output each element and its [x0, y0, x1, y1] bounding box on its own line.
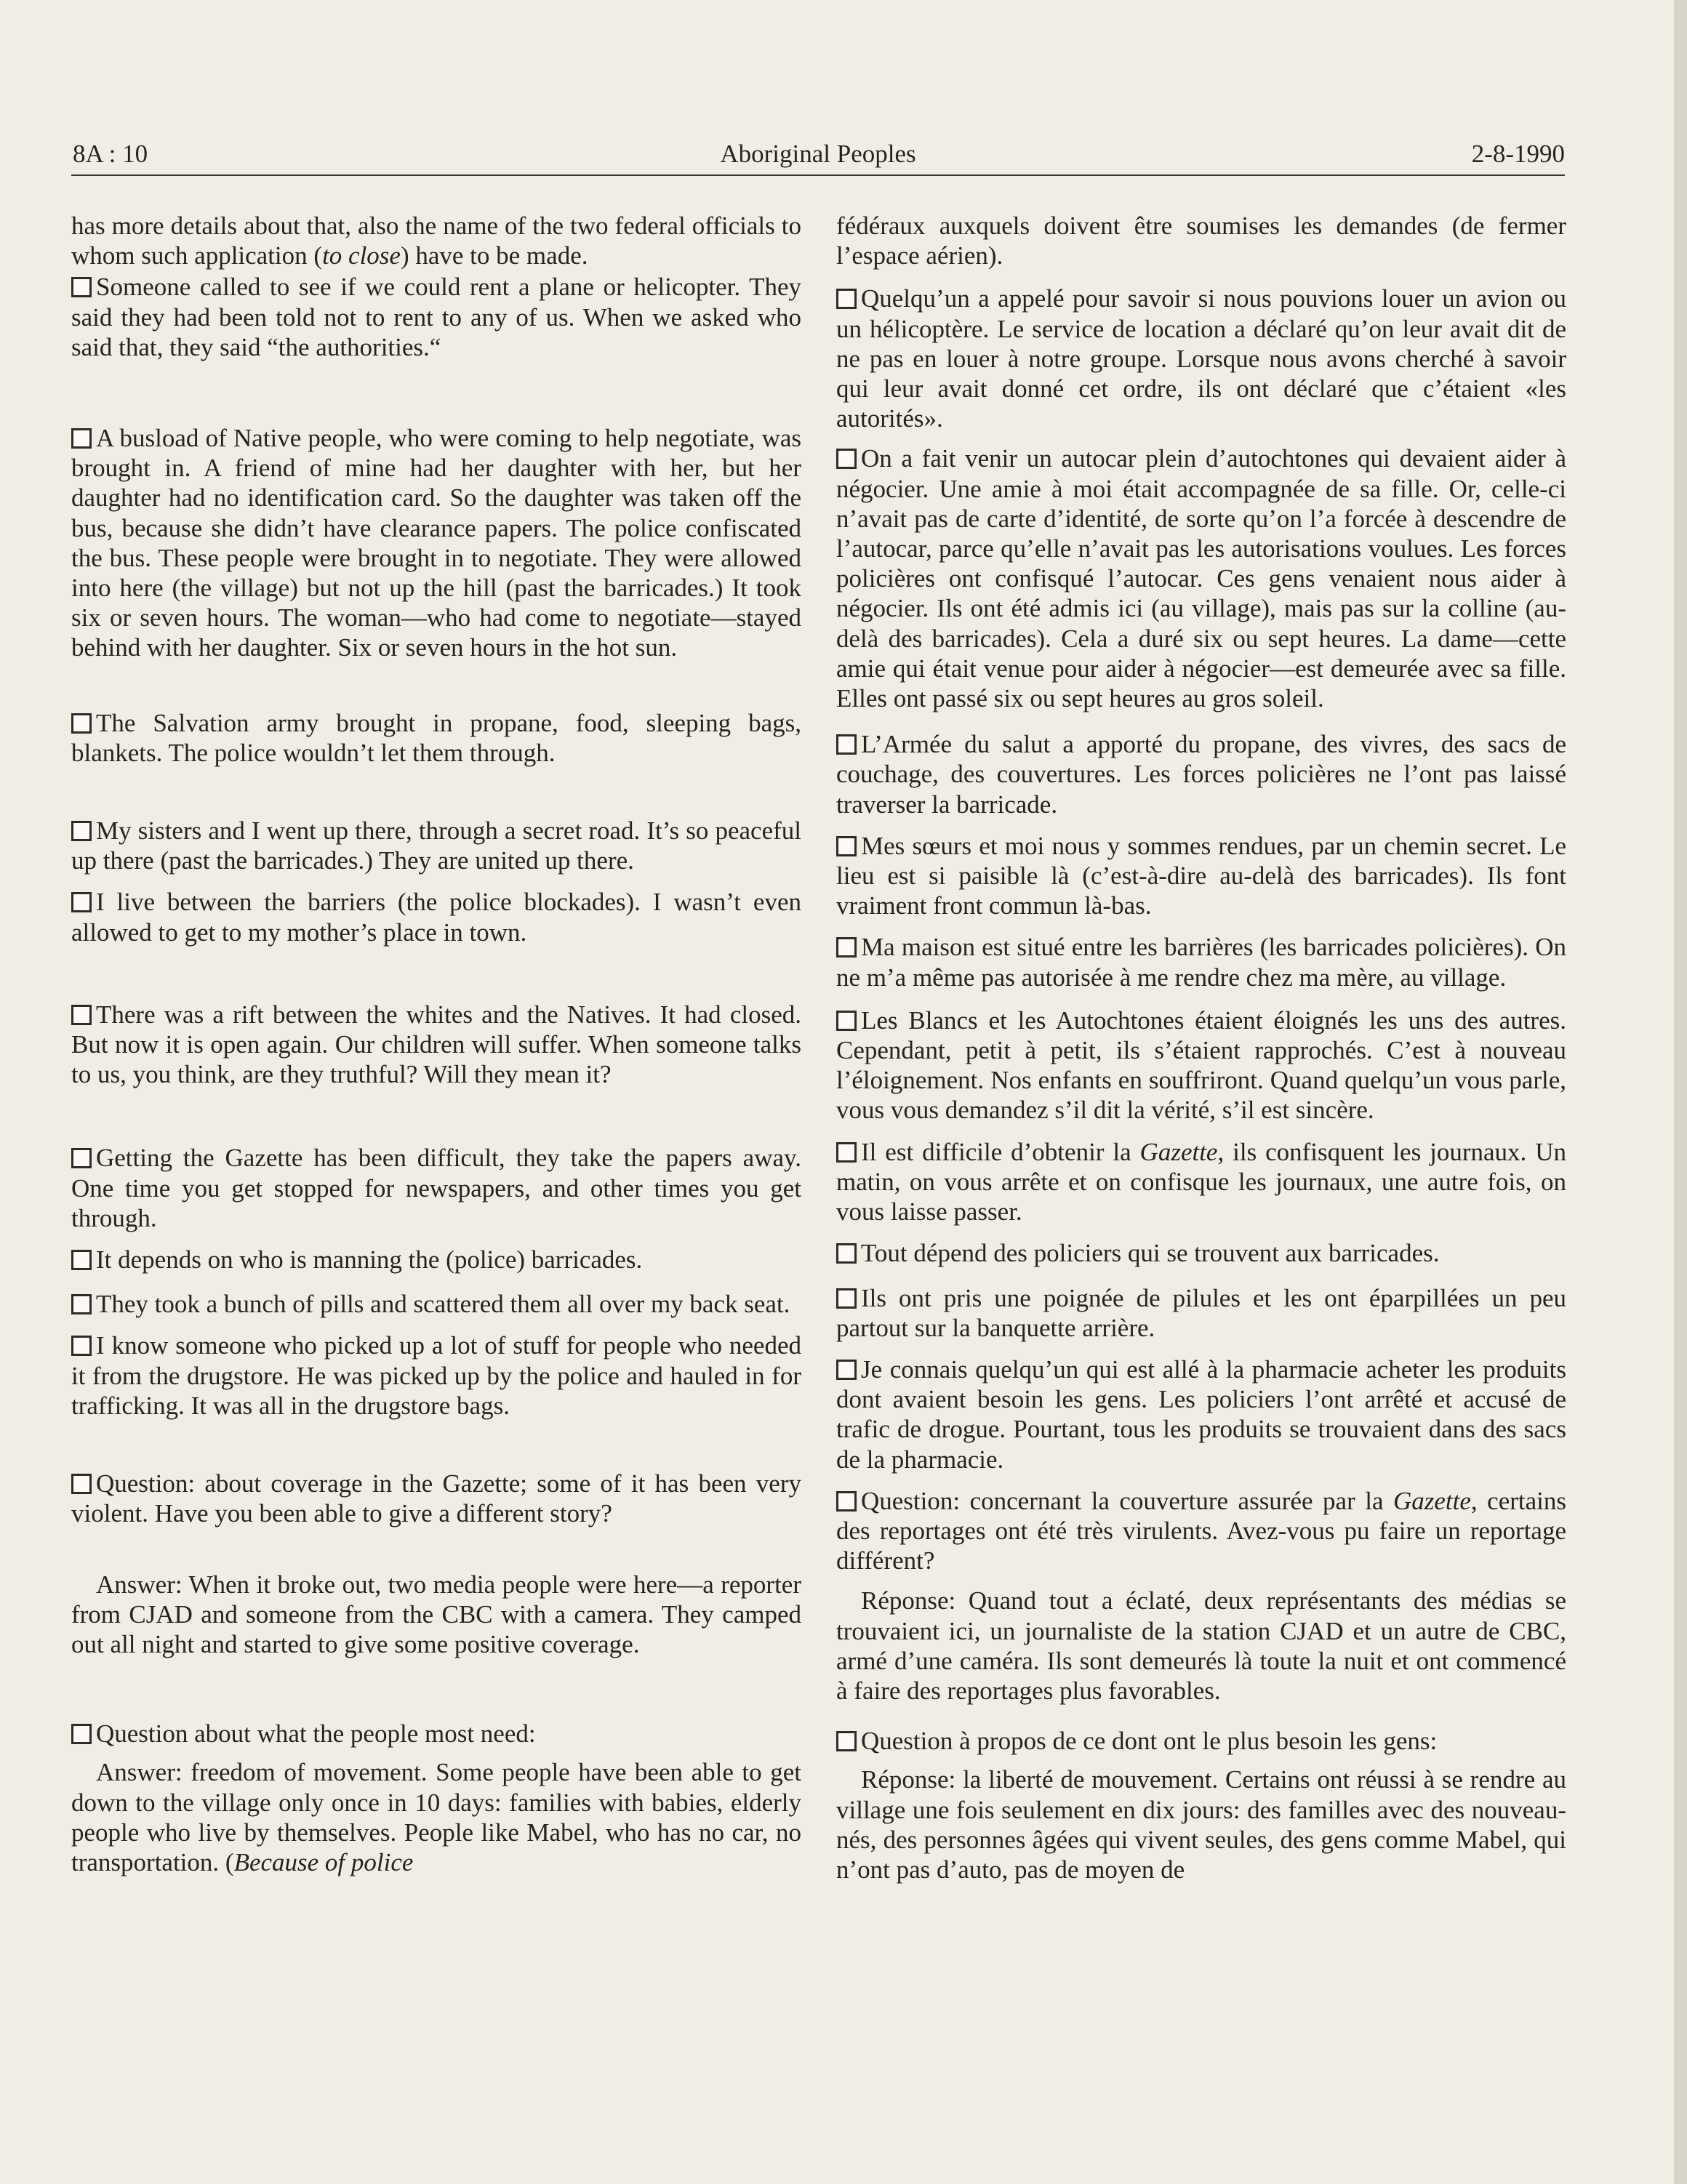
paragraph: has more details about that, also the name of the two federal officials to whom such application (to close) have to be made.: [71, 212, 801, 270]
checkbox-paragraph: I live between the barriers (the police blockades). I wasn’t even allowed to get to my mother’s place in town.: [71, 888, 801, 947]
checkbox-icon: [836, 1142, 857, 1163]
checkbox-icon: [71, 277, 92, 297]
checkbox-paragraph: Question: about coverage in the Gazette; some of it has been very violent. Have you been able to give a different story?: [71, 1469, 801, 1528]
checkbox-paragraph: L’Armée du salut a apporté du propane, des vivres, des sacs de couchage, des couvertures. Les forces policières ne l’ont pas laissé traverser la barricade.: [836, 730, 1566, 819]
answer-paragraph: Réponse: Quand tout a éclaté, deux représentants des médias se trouvaient ici, un journaliste de la station CJAD et un autre de CBC, armé d’une caméra. Ils sont demeurés là toute la nuit et ont commencé à faire des reportages plus favorables.: [836, 1586, 1566, 1705]
checkbox-icon: [71, 892, 92, 912]
paragraph: fédéraux auxquels doivent être soumises les demandes (de fermer l’espace aérien).: [836, 212, 1566, 270]
checkbox-icon: [71, 1250, 92, 1270]
checkbox-icon: [836, 937, 857, 957]
checkbox-paragraph: Someone called to see if we could rent a plane or helicopter. They said they had been told not to rent to any of us. When we asked who said that, they said “the authorities.“: [71, 273, 801, 361]
checkbox-paragraph: Ma maison est situé entre les barrières (les barricades policières). On ne m’a même pas autorisée à me rendre chez ma mère, au village.: [836, 933, 1566, 992]
checkbox-paragraph: It depends on who is manning the (police) barricades.: [71, 1245, 801, 1274]
checkbox-icon: [836, 289, 857, 309]
checkbox-icon: [71, 428, 92, 449]
checkbox-paragraph: On a fait venir un autocar plein d’autochtones qui devaient aider à négocier. Une amie à moi était accompagnée de sa fille. Or, celle-ci n’avait pas de carte d’identité, de sorte qu’on l’a forcée à descendre de l’autocar, parce qu’elle n’avait pas les autorisations voulues. Les forces policières ont confisqué l’autocar. Ces gens venaient nous aider à négocier. Ils ont été admis ici (au village), mais pas sur la colline (au-delà des barricades). Cela a duré six ou sept heures. La dame—cette amie qui était venue pour aider à négocier—est demeurée avec sa fille. Elles ont passé six ou sept heures au gros soleil.: [836, 444, 1566, 713]
checkbox-paragraph: Question about what the people most need:: [71, 1719, 801, 1749]
checkbox-paragraph: A busload of Native people, who were coming to help negotiate, was brought in. A friend of mine had her daughter with her, but her daughter had no identification card. So the daughter was taken off the bus, because she didn’t have clearance papers. The police confiscated the bus. These people were brought in to negotiate. They were allowed into here (the village) but not up the hill (past the barricades.) It took six or seven hours. The woman—who had come to negotiate—stayed behind with her daughter. Six or seven hours in the hot sun.: [71, 424, 801, 662]
checkbox-paragraph: Question: concernant la couverture assurée par la Gazette, certains des reportages ont été très virulents. Avez-vous pu faire un reportage différent?: [836, 1486, 1567, 1575]
page-reference: 8A : 10: [73, 140, 148, 168]
checkbox-icon: [836, 449, 857, 469]
checkbox-icon: [836, 1731, 857, 1751]
checkbox-paragraph: Mes sœurs et moi nous y sommes rendues, par un chemin secret. Le lieu est si paisible là (c’est-à-dire au-delà des barricades). Ils font vraiment front commun là-bas.: [836, 831, 1566, 920]
checkbox-icon: [71, 1336, 92, 1356]
checkbox-icon: [836, 1491, 857, 1511]
checkbox-paragraph: Tout dépend des policiers qui se trouvent aux barricades.: [836, 1238, 1566, 1268]
checkbox-icon: [836, 1243, 857, 1264]
checkbox-icon: [836, 1011, 857, 1031]
section-title: Aboriginal Peoples: [720, 140, 916, 168]
checkbox-icon: [71, 713, 92, 734]
checkbox-icon: [71, 1005, 92, 1025]
answer-paragraph: Answer: When it broke out, two media people were here—a reporter from CJAD and someone from the CBC with a camera. They camped out all night and started to give some positive coverage.: [71, 1570, 801, 1658]
page-header: [71, 137, 1565, 176]
page-edge: [1674, 0, 1687, 2184]
checkbox-icon: [836, 1288, 857, 1309]
answer-paragraph: Answer: freedom of movement. Some people have been able to get down to the village only once in 10 days: families with babies, elderly people who live by themselves. People like Mabel, who has no car, no transportation. (Because of police: [71, 1758, 801, 1876]
page-date: 2-8-1990: [1471, 140, 1565, 168]
checkbox-paragraph: I know someone who picked up a lot of stuff for people who needed it from the drugstore. He was picked up by the police and hauled in for trafficking. It was all in the drugstore bags.: [71, 1331, 801, 1420]
checkbox-icon: [836, 734, 857, 755]
checkbox-icon: [71, 1294, 92, 1314]
checkbox-paragraph: Les Blancs et les Autochtones étaient éloignés les uns des autres. Cependant, petit à petit, ils s’étaient rapprochés. C’est à nouveau l’éloignement. Nos enfants en souffriront. Quand quelqu’un vous parle, vous vous demandez s’il dit la vérité, s’il est sincère.: [836, 1005, 1566, 1125]
checkbox-icon: [71, 1474, 92, 1494]
checkbox-paragraph: Getting the Gazette has been difficult, they take the papers away. One time you get stopped for newspapers, and other times you get through.: [71, 1144, 801, 1232]
checkbox-paragraph: Ils ont pris une poignée de pilules et les ont éparpillées un peu partout sur la banquette arrière.: [836, 1283, 1566, 1342]
checkbox-paragraph: The Salvation army brought in propane, food, sleeping bags, blankets. The police wouldn’t let them through.: [71, 708, 801, 767]
checkbox-paragraph: My sisters and I went up there, through a secret road. It’s so peaceful up there (past the barricades.) They are united up there.: [71, 816, 801, 875]
checkbox-icon: [71, 821, 92, 841]
checkbox-paragraph: They took a bunch of pills and scattered them all over my back seat.: [71, 1289, 801, 1319]
english-column: [71, 211, 801, 1877]
checkbox-icon: [71, 1148, 92, 1168]
checkbox-paragraph: There was a rift between the whites and the Natives. It had closed. But now it is open again. Our children will suffer. When someone talks to us, you think, are they truthful? Will they mean it?: [71, 1000, 801, 1089]
checkbox-paragraph: Quelqu’un a appelé pour savoir si nous pouvions louer un avion ou un hélicoptère. Le service de location a déclaré qu’on leur avait dit de ne pas en louer à notre groupe. Lorsque nous avons cherché à savoir qui leur avait donné cet ordre, ils ont déclaré que c’étaient «les autorités».: [836, 284, 1566, 433]
checkbox-icon: [836, 1360, 857, 1380]
checkbox-icon: [71, 1724, 92, 1744]
french-column: [836, 211, 1566, 1884]
checkbox-icon: [836, 836, 857, 856]
answer-paragraph: Réponse: la liberté de mouvement. Certains ont réussi à se rendre au village une fois seulement en dix jours: des familles avec des nouveau-nés, des personnes âgées qui vivent seules, des gens comme Mabel, qui n’ont pas d’auto, pas de moyen de: [836, 1765, 1566, 1884]
checkbox-paragraph: Question à propos de ce dont ont le plus besoin les gens:: [836, 1726, 1566, 1756]
checkbox-paragraph: Je connais quelqu’un qui est allé à la pharmacie acheter les produits dont avaient besoin les gens. Les policiers l’ont arrêté et accusé de trafic de drogue. Pourtant, tous les produits se trouvaient dans des sacs de la pharmacie.: [836, 1354, 1566, 1474]
checkbox-paragraph: Il est difficile d’obtenir la Gazette, ils confisquent les journaux. Un matin, on vous arrête et on confisque les journaux, une autre fois, on vous laisse passer.: [836, 1137, 1566, 1227]
